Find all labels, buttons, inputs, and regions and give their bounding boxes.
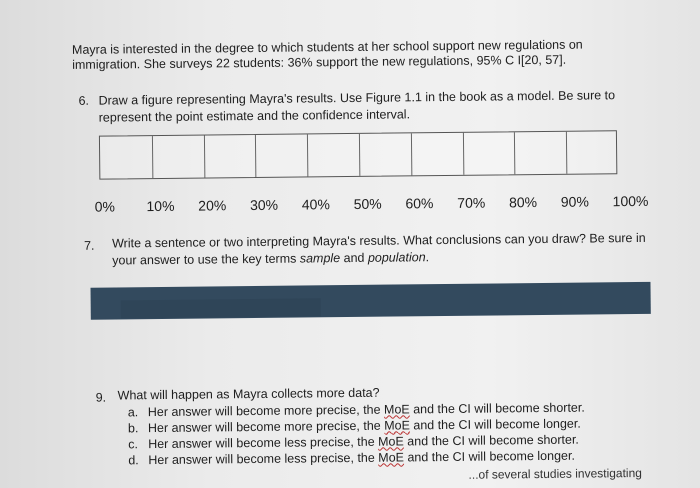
drawing-grid[interactable] [99, 130, 617, 179]
question-7-line-1: Write a sentence or two interpreting Mayra's results. What conclusions can you draw? Be sure in [111, 230, 646, 251]
option-c-moe: MoE [378, 434, 404, 449]
option-b-label: b. [127, 421, 139, 436]
axis-label: 40% [301, 196, 330, 213]
question-6-number: 6. [78, 93, 90, 108]
term-sample: sample [299, 251, 341, 266]
option-b-post: and the CI will become longer. [409, 416, 581, 433]
q7-line2-pre: your answer to use the key terms [112, 251, 300, 268]
axis-label: 100% [612, 192, 649, 210]
axis-label: 70% [457, 194, 486, 211]
option-c-pre: Her answer will become less precise, the [148, 434, 379, 452]
intro-paragraph [72, 38, 583, 73]
axis-label: 30% [249, 196, 279, 214]
option-d-moe: MoE [378, 450, 405, 465]
axis-label: 10% [146, 197, 175, 215]
axis-label: 50% [353, 195, 382, 212]
question-7-number: 7. [83, 238, 95, 253]
option-d-label: d. [128, 453, 139, 468]
option-c-post: and the CI will become shorter. [403, 432, 579, 449]
option-d-post: and the CI will become longer. [403, 448, 575, 465]
axis-label: 80% [508, 194, 538, 211]
option-b-pre: Her answer will become more precise, the [147, 418, 385, 436]
grid-tick [514, 132, 515, 174]
redaction-bar-lower [121, 298, 321, 318]
option-a-moe: MoE [383, 402, 410, 417]
grid-tick [255, 135, 256, 177]
question-7-line-2 [112, 250, 429, 268]
term-population: population [367, 250, 426, 265]
option-a-post: and the CI will become shorter. [409, 400, 585, 417]
axis-label: 20% [198, 197, 227, 214]
question-6-line-1: Draw a figure representing Mayra's results. Use Figure 1.1 in the book as a model. Be sure to [98, 88, 616, 108]
grid-tick [152, 136, 153, 178]
grid-tick [566, 132, 567, 174]
question-9-text: What will happen as Mayra collects more data? [117, 385, 380, 403]
grid-tick [359, 134, 360, 176]
option-c-label: c. [128, 437, 138, 452]
grid-tick [462, 133, 463, 175]
grid-tick [411, 133, 412, 175]
question-6-line-2: represent the point estimate and the confidence interval. [98, 107, 411, 125]
axis-label: 90% [560, 193, 589, 210]
option-a-label: a. [127, 405, 139, 420]
q7-and: and [340, 250, 368, 266]
option-a-pre: Her answer will become more precise, the [147, 402, 385, 420]
option-b-moe: MoE [384, 418, 410, 433]
grid-tick [204, 136, 205, 178]
intro-line-1: Mayra is interested in the degree to which students at her school support new regulations on [71, 37, 583, 57]
axis-label: 0% [94, 198, 115, 215]
axis-label: 60% [405, 195, 434, 212]
q7-end: . [425, 250, 430, 265]
intro-line-2: immigration. She surveys 22 students: 36% support the new regulations, 95% C I[20, 57]. [72, 52, 567, 72]
cut-off-footer-text: ...of several studies investigating [468, 465, 642, 482]
grid-tick [307, 134, 308, 176]
question-9-number: 9. [95, 390, 107, 405]
option-d-pre: Her answer will become less precise, the [148, 450, 379, 468]
